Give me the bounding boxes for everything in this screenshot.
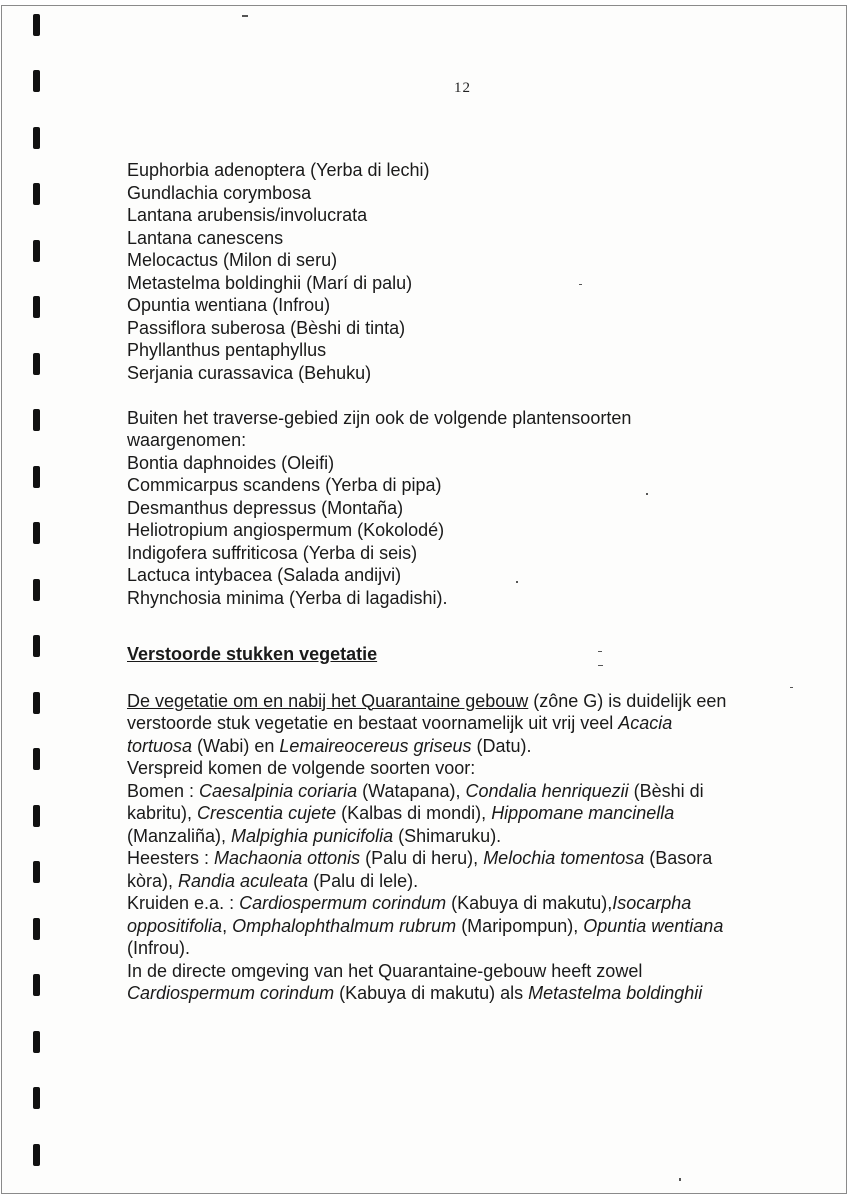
species-name: Metastelma boldinghii xyxy=(528,983,703,1003)
species-name: Lemaireocereus griseus xyxy=(279,735,472,756)
list-item: Gundlachia corymbosa xyxy=(127,182,312,203)
text-run: In de directe omgeving van het Quarantaine-gebouw heeft zowel xyxy=(127,960,643,981)
list-item: Lantana canescens xyxy=(127,227,284,248)
binding-hole xyxy=(33,353,40,375)
text-run: (Shimaruku). xyxy=(393,825,502,846)
text-run: (Kabuya di makutu), xyxy=(446,893,613,913)
species-name: Malpighia punicifolia xyxy=(231,825,394,846)
binding-hole xyxy=(33,70,40,92)
intro-text: waargenomen: xyxy=(127,430,247,450)
binding-hole xyxy=(33,522,40,544)
species-name: Cardiospermum corindum xyxy=(239,893,447,913)
text-run: (Watapana), xyxy=(357,780,466,801)
outside-area-section xyxy=(127,407,797,610)
text-run: (Maripompun), xyxy=(456,915,584,936)
text-run: (Basora xyxy=(644,848,713,868)
page-number: 12 xyxy=(454,80,471,96)
text-run: (Wabi) en xyxy=(192,735,280,756)
list-item: Desmanthus depressus (Montaña) xyxy=(127,497,404,518)
species-name: Hippomane mancinella xyxy=(491,803,675,823)
species-name: Crescentia cujete xyxy=(197,803,337,823)
text-run: Kruiden e.a. : xyxy=(127,893,240,913)
text-run: (Kabuya di makutu) als xyxy=(334,983,529,1003)
species-name: Condalia henriquezii xyxy=(465,780,629,801)
list-item: Bontia daphnoides (Oleifi) xyxy=(127,452,335,473)
text-run: , xyxy=(222,915,233,936)
list-item: Heliotropium angiospermum (Kokolodé) xyxy=(127,520,445,540)
binding-hole xyxy=(33,127,40,149)
list-item: Opuntia wentiana (Infrou) xyxy=(127,295,331,315)
text-run: (Kalbas di mondi), xyxy=(336,803,492,823)
species-name: Caesalpinia coriaria xyxy=(199,780,358,801)
list-item: Indigofera suffriticosa (Yerba di seis) xyxy=(127,542,418,563)
list-item: Commicarpus scandens (Yerba di pipa) xyxy=(127,475,442,495)
page-body xyxy=(127,159,797,1005)
species-name: tortuosa xyxy=(127,735,193,756)
underlined-phrase: De vegetatie om en nabij het Quarantaine gebouw xyxy=(127,690,529,711)
species-name: Randia aculeata xyxy=(178,870,309,891)
binding-hole xyxy=(33,635,40,657)
text-run: Verspreid komen de volgende soorten voor: xyxy=(127,758,476,778)
species-name: oppositifolia xyxy=(127,915,223,936)
list-item: Passiflora suberosa (Bèshi di tinta) xyxy=(127,317,406,338)
text-run: (Palu di lele). xyxy=(308,870,419,891)
species-name: Cardiospermum corindum xyxy=(127,983,335,1003)
scan-mark xyxy=(679,1178,681,1181)
binding-hole xyxy=(33,805,40,827)
binding-hole xyxy=(33,974,40,996)
binding-hole xyxy=(33,1031,40,1053)
binding-hole xyxy=(33,692,40,714)
binding-hole xyxy=(33,1144,40,1166)
binding-hole xyxy=(33,240,40,262)
binding-hole xyxy=(33,409,40,431)
intro-text: Buiten het traverse-gebied zijn ook de volgende plantensoorten xyxy=(127,407,632,428)
list-item: Lactuca intybacea (Salada andijvi) xyxy=(127,565,402,585)
text-run: kòra), xyxy=(127,870,179,891)
text-run: (Bèshi di xyxy=(628,780,704,801)
list-item: Serjania curassavica (Behuku) xyxy=(127,362,372,383)
binding-hole xyxy=(33,14,40,36)
list-item: Lantana arubensis/involucrata xyxy=(127,205,368,225)
species-name: Omphalophthalmum rubrum xyxy=(232,915,457,936)
binding-hole xyxy=(33,1087,40,1109)
binding-hole xyxy=(33,579,40,601)
paragraph xyxy=(127,690,797,1005)
species-name: Isocarpha xyxy=(612,893,692,913)
text-run: (Palu di heru), xyxy=(360,848,484,868)
text-run: (zône G) is duidelijk een xyxy=(528,690,727,711)
species-name: Opuntia wentiana xyxy=(583,915,724,936)
species-list xyxy=(127,159,797,384)
text-run: (Datu). xyxy=(471,735,532,756)
text-run: (Infrou). xyxy=(127,938,191,958)
list-item: Metastelma boldinghii (Marí di palu) xyxy=(127,272,413,293)
list-item: Melocactus (Milon di seru) xyxy=(127,250,338,270)
section-heading: Verstoorde stukken vegetatie xyxy=(127,644,378,664)
text-run: Bomen : xyxy=(127,780,200,801)
scan-mark xyxy=(242,15,248,17)
text-run: (Manzaliña), xyxy=(127,825,232,846)
list-item: Phyllanthus pentaphyllus xyxy=(127,340,327,360)
species-name: Machaonia ottonis xyxy=(214,848,361,868)
binding-hole xyxy=(33,861,40,883)
binding-hole xyxy=(33,183,40,205)
list-item: Rhynchosia minima (Yerba di lagadishi). xyxy=(127,587,448,608)
text-run: kabritu), xyxy=(127,803,198,823)
species-name: Acacia xyxy=(618,713,673,733)
binding-hole xyxy=(33,296,40,318)
text-run: Heesters : xyxy=(127,848,215,868)
species-name: Melochia tomentosa xyxy=(483,848,645,868)
binding-hole xyxy=(33,466,40,488)
list-item: Euphorbia adenoptera (Yerba di lechi) xyxy=(127,160,430,180)
binding-hole xyxy=(33,918,40,940)
binding-hole xyxy=(33,748,40,770)
text-run: verstoorde stuk vegetatie en bestaat voornamelijk uit vrij veel xyxy=(127,713,619,733)
